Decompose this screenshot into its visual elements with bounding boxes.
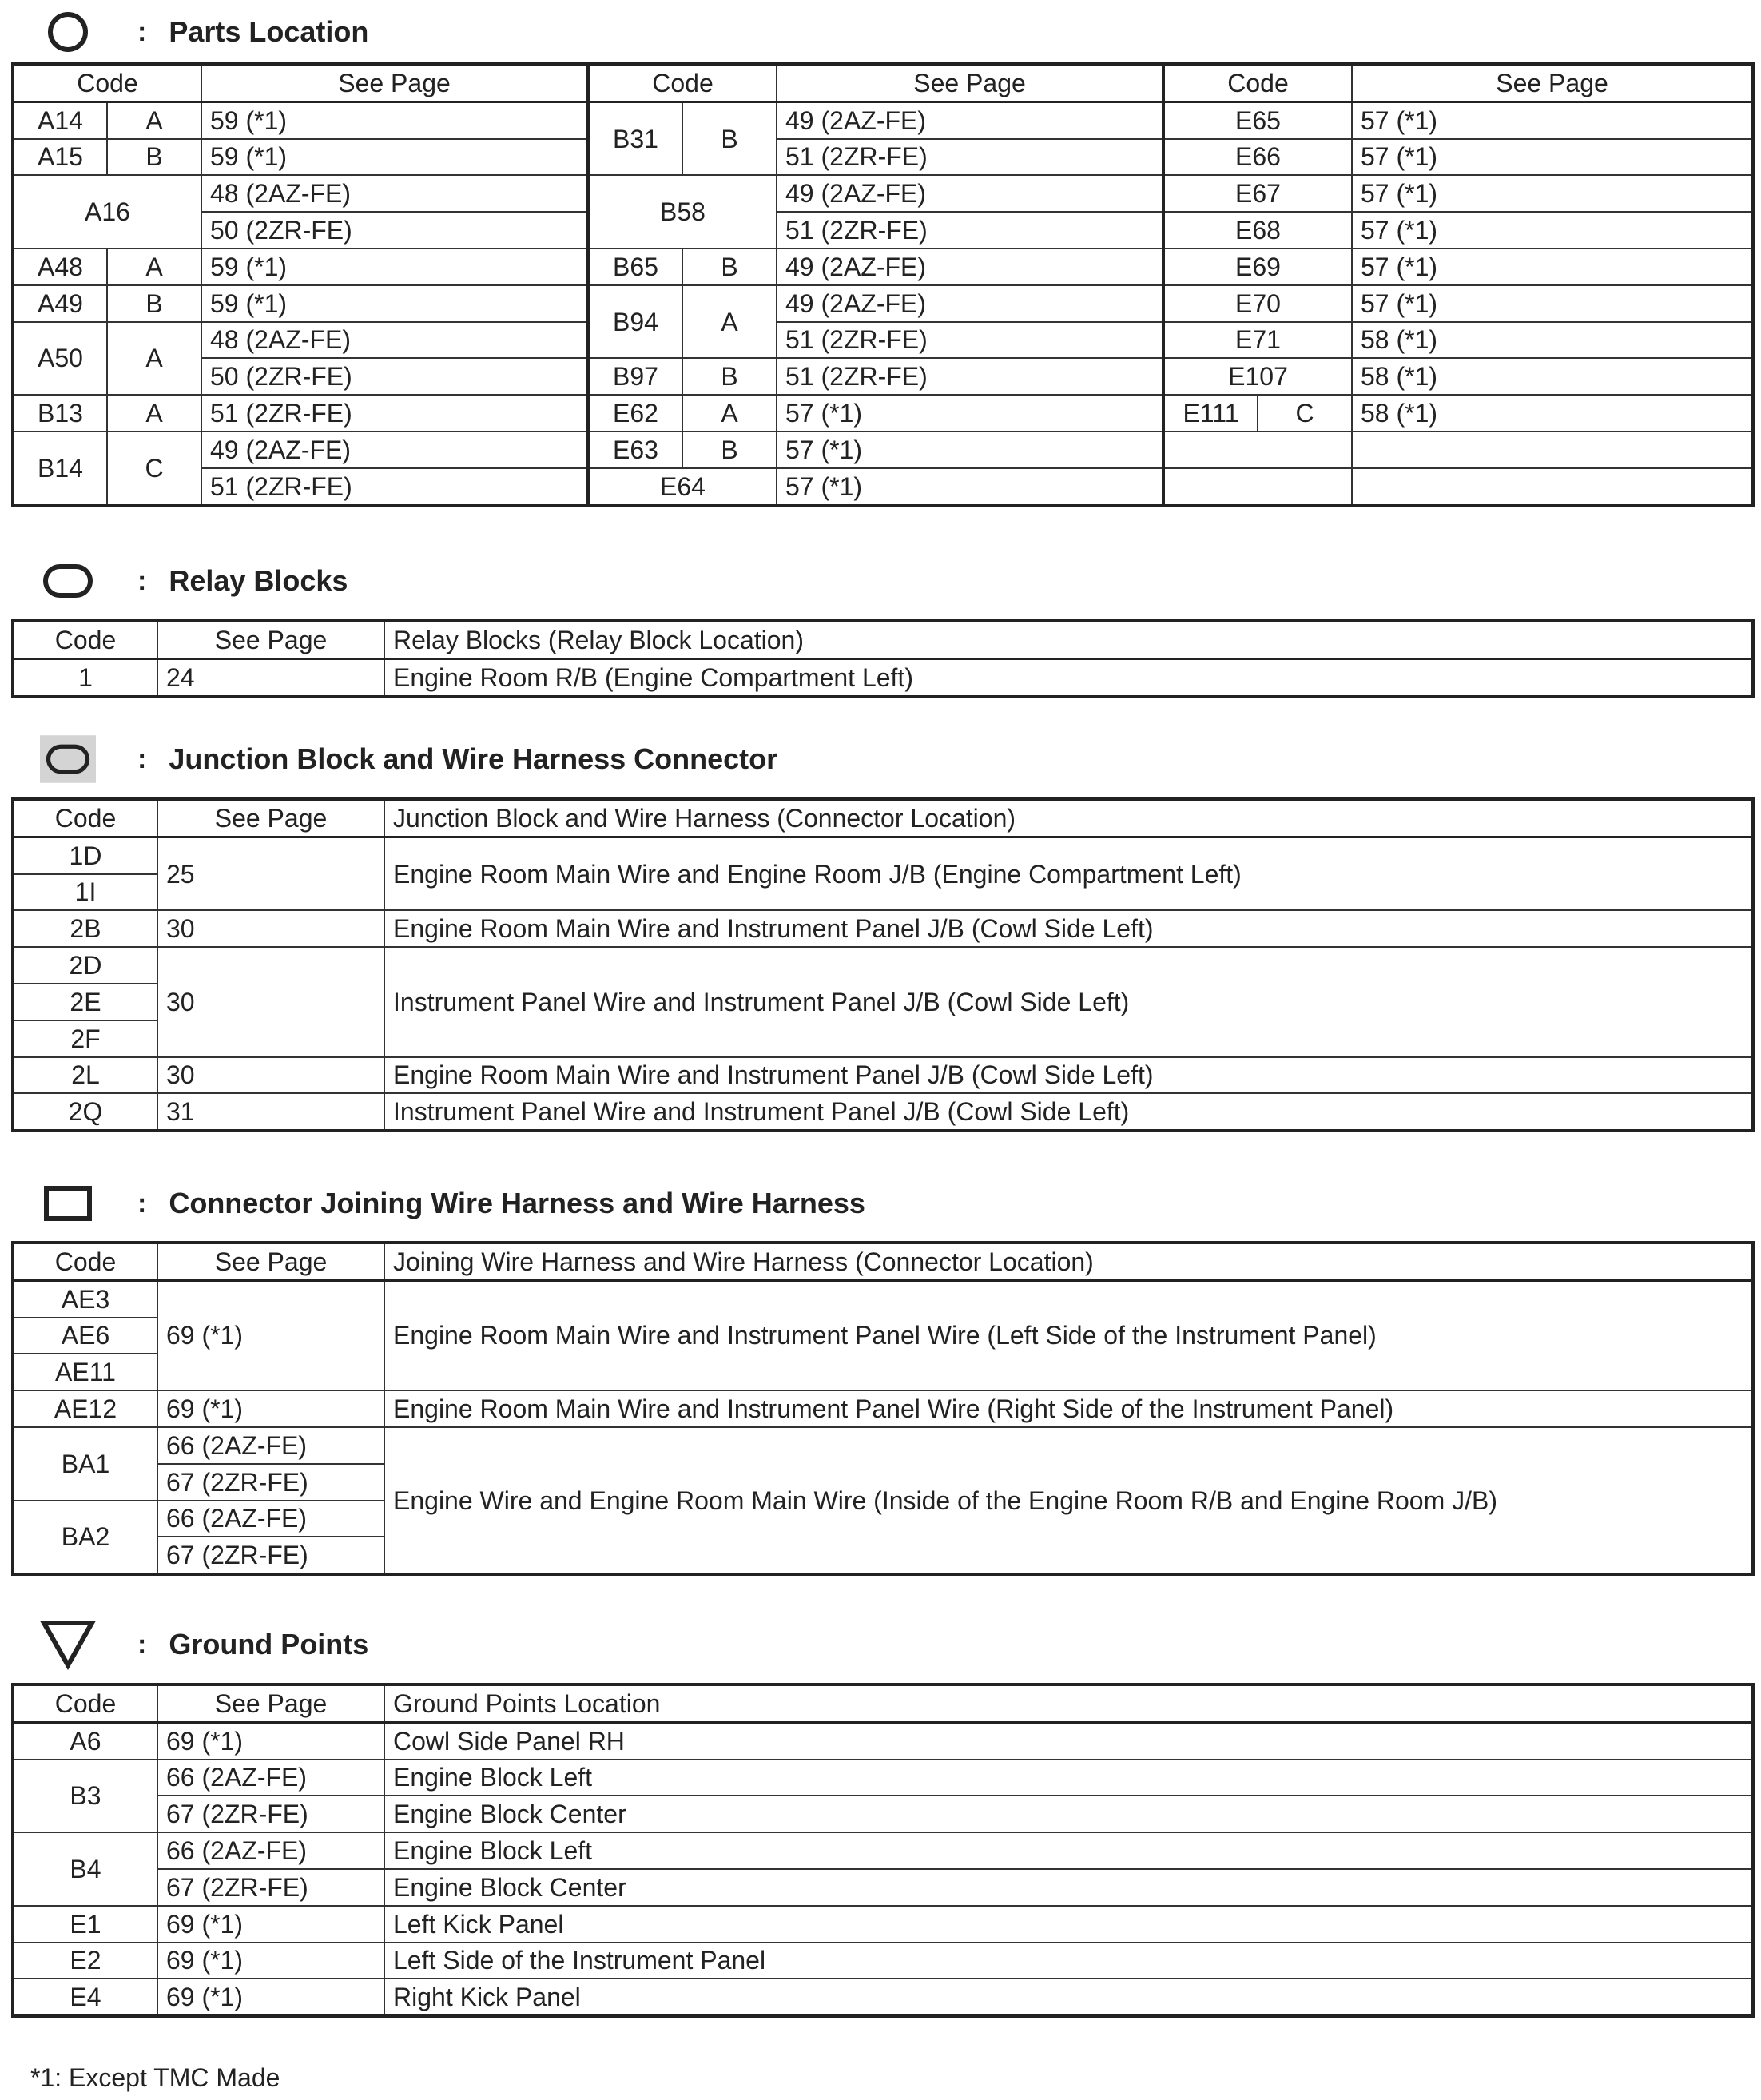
- sub-code-cell: B: [682, 432, 777, 468]
- see-page-cell: 30: [157, 910, 384, 947]
- see-page-cell: 58 (*1): [1352, 395, 1753, 432]
- see-page-cell: 49 (2AZ-FE): [777, 175, 1163, 212]
- colon: :: [137, 1629, 147, 1660]
- see-page-cell: 51 (2ZR-FE): [201, 468, 588, 506]
- rounded-rectangle-icon: [40, 555, 96, 607]
- table-row: [13, 285, 1753, 322]
- column-header-see-page: See Page: [157, 799, 384, 837]
- column-header-see-page: See Page: [201, 64, 588, 101]
- location-cell: Engine Block Center: [384, 1869, 1753, 1906]
- code-cell: E63: [588, 432, 682, 468]
- table-row: [13, 322, 1753, 359]
- column-header-code: Code: [13, 799, 157, 837]
- section-title: Connector Joining Wire Harness and Wire Harness: [169, 1187, 865, 1219]
- code-cell: E107: [1163, 358, 1352, 395]
- table-row: [13, 1979, 1753, 2016]
- header-row: [13, 1243, 1753, 1280]
- sub-code-cell: A: [682, 395, 777, 432]
- code-cell: A50: [13, 322, 107, 396]
- location-cell: Engine Wire and Engine Room Main Wire (Inside of the Engine Room R/B and Engine Room J/B): [384, 1427, 1753, 1574]
- column-header-location: Ground Points Location: [384, 1684, 1753, 1722]
- see-page-cell: 66 (2AZ-FE): [157, 1427, 384, 1464]
- see-page-cell: 57 (*1): [1352, 285, 1753, 322]
- code-cell: 1D: [13, 837, 157, 873]
- see-page-cell: 57 (*1): [777, 468, 1163, 506]
- code-cell: E70: [1163, 285, 1352, 322]
- header-row: [13, 1684, 1753, 1722]
- section-header-junction-block: [40, 734, 777, 785]
- table-row: [13, 1722, 1753, 1759]
- code-cell: 2F: [13, 1020, 157, 1057]
- table-row: [13, 1057, 1753, 1094]
- location-cell: Cowl Side Panel RH: [384, 1722, 1753, 1759]
- column-header-see-page: See Page: [157, 1243, 384, 1280]
- see-page-cell: 67 (2ZR-FE): [157, 1537, 384, 1574]
- shaded-rounded-rectangle-icon: [40, 734, 96, 785]
- column-header-code: Code: [1163, 64, 1352, 101]
- table-row: [13, 468, 1753, 506]
- junction-block-table: [11, 797, 1755, 1132]
- code-cell: B31: [588, 101, 682, 175]
- sub-code-cell: A: [682, 285, 777, 359]
- code-cell: E62: [588, 395, 682, 432]
- code-cell: 2L: [13, 1057, 157, 1094]
- header-row: [13, 621, 1753, 658]
- see-page-cell: 66 (2AZ-FE): [157, 1501, 384, 1537]
- code-cell: B13: [13, 395, 107, 432]
- section-header-parts-location: [40, 6, 368, 58]
- column-header-see-page: See Page: [157, 1684, 384, 1722]
- table-row: [13, 1796, 1753, 1832]
- table-row: [13, 1280, 1753, 1317]
- code-cell: 1: [13, 658, 157, 696]
- see-page-cell: 57 (*1): [1352, 139, 1753, 176]
- see-page-cell: 51 (2ZR-FE): [201, 395, 588, 432]
- column-header-code: Code: [588, 64, 777, 101]
- code-cell: B65: [588, 249, 682, 285]
- code-cell: E68: [1163, 212, 1352, 249]
- see-page-cell: 51 (2ZR-FE): [777, 358, 1163, 395]
- empty-cell: [1163, 432, 1352, 468]
- location-cell: Instrument Panel Wire and Instrument Panel J/B (Cowl Side Left): [384, 947, 1753, 1056]
- see-page-cell: 67 (2ZR-FE): [157, 1869, 384, 1906]
- table-row: [13, 837, 1753, 873]
- see-page-cell: 69 (*1): [157, 1979, 384, 2016]
- sub-code-cell: B: [107, 139, 201, 176]
- see-page-cell: 51 (2ZR-FE): [777, 139, 1163, 176]
- code-cell: 2E: [13, 984, 157, 1020]
- sub-code-cell: C: [107, 432, 201, 506]
- colon: :: [137, 565, 147, 596]
- code-cell: E1: [13, 1906, 157, 1943]
- table-row: [13, 658, 1753, 696]
- section-title: Ground Points: [169, 1628, 369, 1661]
- see-page-cell: 51 (2ZR-FE): [777, 322, 1163, 359]
- see-page-cell: 69 (*1): [157, 1390, 384, 1427]
- code-cell: AE12: [13, 1390, 157, 1427]
- see-page-cell: 57 (*1): [777, 432, 1163, 468]
- table-row: [13, 249, 1753, 285]
- see-page-cell: 59 (*1): [201, 249, 588, 285]
- column-header-code: Code: [13, 1684, 157, 1722]
- table-row: [13, 175, 1753, 212]
- table-row: [13, 1390, 1753, 1427]
- location-cell: Right Kick Panel: [384, 1979, 1753, 2016]
- see-page-cell: 49 (2AZ-FE): [777, 249, 1163, 285]
- table-row: [13, 139, 1753, 176]
- code-cell: 2B: [13, 910, 157, 947]
- sub-code-cell: A: [107, 395, 201, 432]
- see-page-cell: 49 (2AZ-FE): [201, 432, 588, 468]
- table-row: [13, 1869, 1753, 1906]
- column-header-code: Code: [13, 64, 201, 101]
- table-row: [13, 395, 1753, 432]
- footnote: *1: Except TMC Made: [30, 2063, 280, 2092]
- see-page-cell: 24: [157, 658, 384, 696]
- code-cell: E111: [1163, 395, 1258, 432]
- see-page-cell: 69 (*1): [157, 1280, 384, 1390]
- table-row: [13, 1943, 1753, 1979]
- section-header-connector-joining: [40, 1178, 865, 1229]
- see-page-cell: 67 (2ZR-FE): [157, 1464, 384, 1501]
- see-page-cell: 58 (*1): [1352, 322, 1753, 359]
- sub-code-cell: B: [107, 285, 201, 322]
- code-cell: B58: [588, 175, 777, 249]
- column-header-code: Code: [13, 1243, 157, 1280]
- sub-code-cell: A: [107, 101, 201, 138]
- location-cell: Engine Block Center: [384, 1796, 1753, 1832]
- sub-code-cell: A: [107, 322, 201, 396]
- see-page-cell: 57 (*1): [777, 395, 1163, 432]
- table-row: [13, 358, 1753, 395]
- code-cell: E71: [1163, 322, 1352, 359]
- code-cell: A6: [13, 1722, 157, 1759]
- code-cell: B94: [588, 285, 682, 359]
- location-cell: Left Kick Panel: [384, 1906, 1753, 1943]
- location-cell: Engine Room Main Wire and Instrument Panel J/B (Cowl Side Left): [384, 1057, 1753, 1094]
- table-row: [13, 947, 1753, 984]
- column-header-see-page: See Page: [777, 64, 1163, 101]
- code-cell: A14: [13, 101, 107, 138]
- header-row: [13, 64, 1753, 101]
- table-row: [13, 1760, 1753, 1796]
- see-page-cell: 57 (*1): [1352, 212, 1753, 249]
- location-cell: Engine Room Main Wire and Instrument Panel Wire (Right Side of the Instrument Panel): [384, 1390, 1753, 1427]
- connector-joining-table: [11, 1241, 1755, 1576]
- table-row: [13, 910, 1753, 947]
- location-cell: Engine Block Left: [384, 1760, 1753, 1796]
- code-cell: B3: [13, 1760, 157, 1833]
- column-header-code: Code: [13, 621, 157, 658]
- code-cell: E65: [1163, 101, 1352, 138]
- column-header-see-page: See Page: [157, 621, 384, 658]
- section-title: Relay Blocks: [169, 564, 348, 597]
- code-cell: E64: [588, 468, 777, 506]
- code-cell: A15: [13, 139, 107, 176]
- code-cell: BA1: [13, 1427, 157, 1501]
- see-page-cell: 51 (2ZR-FE): [777, 212, 1163, 249]
- location-cell: Engine Room R/B (Engine Compartment Left): [384, 658, 1753, 696]
- circle-icon: [40, 6, 96, 58]
- empty-cell: [1352, 468, 1753, 506]
- sub-code-cell: A: [107, 249, 201, 285]
- code-cell: 2Q: [13, 1093, 157, 1131]
- column-header-location: Joining Wire Harness and Wire Harness (Connector Location): [384, 1243, 1753, 1280]
- parts-location-table: [11, 62, 1755, 507]
- see-page-cell: 49 (2AZ-FE): [777, 285, 1163, 322]
- location-cell: Instrument Panel Wire and Instrument Panel J/B (Cowl Side Left): [384, 1093, 1753, 1131]
- table-row: [13, 101, 1753, 138]
- code-cell: AE6: [13, 1318, 157, 1354]
- see-page-cell: 57 (*1): [1352, 249, 1753, 285]
- column-header-location: Relay Blocks (Relay Block Location): [384, 621, 1753, 658]
- section-header-ground-points: [40, 1619, 368, 1670]
- see-page-cell: 69 (*1): [157, 1906, 384, 1943]
- table-row: [13, 1906, 1753, 1943]
- code-cell: E66: [1163, 139, 1352, 176]
- see-page-cell: 66 (2AZ-FE): [157, 1832, 384, 1869]
- see-page-cell: 59 (*1): [201, 139, 588, 176]
- code-cell: A48: [13, 249, 107, 285]
- see-page-cell: 69 (*1): [157, 1722, 384, 1759]
- see-page-cell: 59 (*1): [201, 285, 588, 322]
- column-header-location: Junction Block and Wire Harness (Connector Location): [384, 799, 1753, 837]
- location-cell: Engine Room Main Wire and Instrument Panel Wire (Left Side of the Instrument Panel): [384, 1280, 1753, 1390]
- ground-points-table: [11, 1683, 1755, 2018]
- see-page-cell: 57 (*1): [1352, 101, 1753, 138]
- colon: :: [137, 1187, 147, 1219]
- relay-blocks-table: [11, 619, 1755, 698]
- code-cell: B97: [588, 358, 682, 395]
- sub-code-cell: C: [1258, 395, 1352, 432]
- see-page-cell: 59 (*1): [201, 101, 588, 138]
- sub-code-cell: B: [682, 358, 777, 395]
- location-cell: Engine Room Main Wire and Instrument Panel J/B (Cowl Side Left): [384, 910, 1753, 947]
- code-cell: E4: [13, 1979, 157, 2016]
- code-cell: E69: [1163, 249, 1352, 285]
- see-page-cell: 57 (*1): [1352, 175, 1753, 212]
- empty-cell: [1352, 432, 1753, 468]
- see-page-cell: 48 (2AZ-FE): [201, 322, 588, 359]
- section-title: Parts Location: [169, 15, 369, 48]
- column-header-see-page: See Page: [1352, 64, 1753, 101]
- code-cell: BA2: [13, 1501, 157, 1575]
- location-cell: Engine Room Main Wire and Engine Room J/B (Engine Compartment Left): [384, 837, 1753, 910]
- code-cell: E2: [13, 1943, 157, 1979]
- see-page-cell: 58 (*1): [1352, 358, 1753, 395]
- table-row: [13, 1427, 1753, 1464]
- section-title: Junction Block and Wire Harness Connector: [169, 742, 778, 775]
- code-cell: 2D: [13, 947, 157, 984]
- sub-code-cell: B: [682, 249, 777, 285]
- see-page-cell: 30: [157, 1057, 384, 1094]
- code-cell: AE3: [13, 1280, 157, 1317]
- code-cell: A49: [13, 285, 107, 322]
- code-cell: AE11: [13, 1354, 157, 1390]
- code-cell: E67: [1163, 175, 1352, 212]
- rectangle-icon: [40, 1178, 96, 1229]
- triangle-down-icon: [40, 1619, 96, 1670]
- code-cell: 1I: [13, 874, 157, 911]
- table-row: [13, 212, 1753, 249]
- empty-cell: [1163, 468, 1352, 506]
- location-cell: Engine Block Left: [384, 1832, 1753, 1869]
- header-row: [13, 799, 1753, 837]
- colon: :: [137, 743, 147, 774]
- code-cell: B4: [13, 1832, 157, 1906]
- see-page-cell: 25: [157, 837, 384, 910]
- colon: :: [137, 16, 147, 47]
- table-row: [13, 1093, 1753, 1131]
- table-row: [13, 1832, 1753, 1869]
- sub-code-cell: B: [682, 101, 777, 175]
- code-cell: A16: [13, 175, 201, 249]
- see-page-cell: 69 (*1): [157, 1943, 384, 1979]
- see-page-cell: 50 (2ZR-FE): [201, 212, 588, 249]
- section-header-relay-blocks: [40, 555, 348, 607]
- see-page-cell: 50 (2ZR-FE): [201, 358, 588, 395]
- see-page-cell: 30: [157, 947, 384, 1056]
- see-page-cell: 67 (2ZR-FE): [157, 1796, 384, 1832]
- location-cell: Left Side of the Instrument Panel: [384, 1943, 1753, 1979]
- table-row: [13, 432, 1753, 468]
- see-page-cell: 66 (2AZ-FE): [157, 1760, 384, 1796]
- see-page-cell: 48 (2AZ-FE): [201, 175, 588, 212]
- code-cell: B14: [13, 432, 107, 506]
- see-page-cell: 49 (2AZ-FE): [777, 101, 1163, 138]
- see-page-cell: 31: [157, 1093, 384, 1131]
